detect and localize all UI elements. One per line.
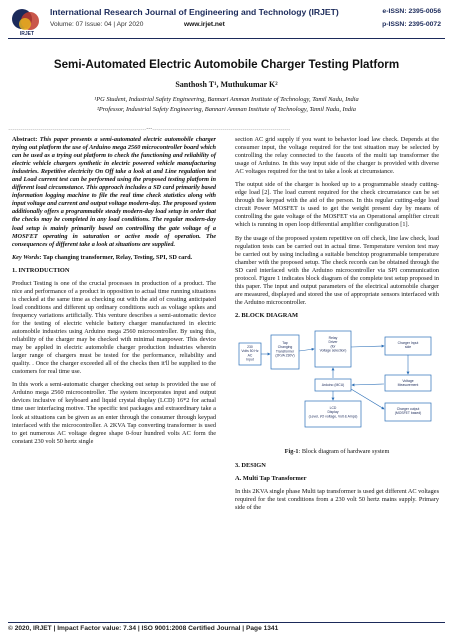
relay-label: Relay Driver (for Voltage selection) xyxy=(319,335,347,353)
keywords-text: : Tap changing transformer, Relay, Testing, SPI, SD card. xyxy=(39,253,193,261)
design-heading: 3. DESIGN xyxy=(235,462,266,470)
ac-input-label: 230 Volts 50 Hz AC Input xyxy=(241,344,259,362)
charger-output-label: Charger output (MOSFET based) xyxy=(394,406,422,416)
block-diagram-figure xyxy=(235,327,439,435)
figure-caption-text: : Block diagram of hardware system xyxy=(298,448,390,456)
introduction-paragraph-2: In this work a semi-automatic charger checking out setup is provided the use of Arduino mega 2560 microcontroller. The system incorporates input and output devices inclusive of keyboard and liquid crystal display (LCD) 16*2 for actual time user interfacing motive. The specific test packages and extraordinary take a look at situations can be given as an enter through the consumer through keypad interfaced with the microcontroller. A 2KVA Tap converting transformer is used to get numerous AC voltage degree shape 0-four hundred volts AC form the constant 230 volt 50 hertz single xyxy=(12,381,216,445)
transformer-label: Tap Changing Transformer (2KVA 230V) xyxy=(275,340,295,358)
abstract xyxy=(12,136,216,249)
volume-issue: Volume: 07 Issue: 04 | Apr 2020 xyxy=(50,21,144,28)
paper-authors: Santhosh T¹, Muthukumar K² xyxy=(175,80,278,89)
figure-caption-label: Fig-1 xyxy=(284,448,299,456)
design-paragraph-1: In this 2KVA single phase Multi tap transformer is used get different AC voltages required for the test conditions from a 230 volt 50 hertz mains supply. Primary side of the xyxy=(235,488,439,512)
affiliation-1: ¹PG Student, Industrial Safety Engineering, Bannari Amman Institute of Technology, Tamil Nadu, India xyxy=(94,96,359,103)
body-paragraph-3: By the usage of the proposed system repetitive on off check, line law check, load regulation tests can be carried out in actual time. Temperature version test may be carried out by using including a suitable benchtop programmable temperature chamber with the proposed setup. The check records can be obtained through the SD card interfaced with the Arduino microcontroller via SPI communication protocol. Figure 1 indicates block diagram of the complete test setup proposed in this paper. The input and output parameters of the electrical automobile charger are measured, displayed and stored the use of appropriate sensors interfaced with the Arduino microcontroller. xyxy=(235,234,439,306)
affiliation-2: ²Professor, Industrial Safety Engineering, Bannari Amman Institute of Technology, Tamil Nadu, India xyxy=(96,106,357,113)
keywords-label: Key Words xyxy=(12,253,40,261)
body-paragraph-2: The output side of the charger is hooked up to a programmable steady cutting-edge load [2]. The load current required for the check circumstance can be set through the keypad with the aid of the person. In this regular cutting-edge load circuit Power MOSFET is used to get the weight present day by means of controlling the gate voltage of the MOSFET via an Operational amplifier circuit which is running in open loop differential amplifier configuration [1]. xyxy=(235,181,439,229)
voltage-measure-label: Voltage Measurement xyxy=(397,378,419,388)
journal-header xyxy=(0,0,453,40)
figure-caption xyxy=(235,448,439,456)
introduction-paragraph-1: Product Testing is one of the crucial processes in production of a product. The nice and performance of a product in opposition to actual time running situations is checked at the same time as checking out with the aid of creating anticipated load conditions and different up ordinary conditions such as voltage spikes and frequency variations artificially. This venture describes a semi-automatic device for the testing of electric vehicle battery charger manufactured in electric automobile industries using Arduino mega 2560 microcontroller. By using this, reliability of the charger may be checked with minimal manpower. This device may be applied in electric automobile charger production industries wherein larger range of chargers must be tested for the performance, reliability and quality. . Once the charger exceeded all of the checks then it'll be supplied to the customers for real time use. xyxy=(12,279,216,376)
keywords xyxy=(12,254,216,262)
e-issn: e-ISSN: 2395-0056 xyxy=(382,8,441,15)
design-subheading: A. Multi Tap Transformer xyxy=(235,475,307,483)
irjet-logo xyxy=(10,6,44,36)
body-paragraph-1: section AC grid supply if you want to behavior load law check. Depends at the consumer input, the voltage required for the test situation may be selected by controlling the relay connected to the faucets of the multi tap transformer the usage of Arduino. In this way input side of the charger is provided with diverse AC voltages required for the test to take a look at circumstance. xyxy=(235,136,439,176)
left-column xyxy=(12,136,216,451)
introduction-heading: 1. INTRODUCTION xyxy=(12,266,70,274)
paper-title: Semi-Automated Electric Automobile Charger Testing Platform xyxy=(53,58,400,71)
arduino-label: Arduino (MCU) xyxy=(321,382,345,387)
lcd-label: LCD Display (Level, I/O voltage, Volt & Amps) xyxy=(308,405,358,419)
p-issn: p-ISSN: 2395-0072 xyxy=(382,21,441,28)
journal-name: International Research Journal of Engineering and Technology (IRJET) xyxy=(50,7,339,17)
abstract-label: Abstract: xyxy=(12,136,38,143)
logo-text: IRJET xyxy=(19,31,35,36)
section-separator: ---------------------------------------------------------------------***--------------------------------------------------------------------- xyxy=(8,128,291,132)
journal-website[interactable]: www.irjet.net xyxy=(184,21,225,28)
block-diagram-heading: 2. BLOCK DIAGRAM xyxy=(235,311,299,319)
right-column xyxy=(235,136,439,517)
abstract-text: This paper presents a semi-automated electric automobile charger trying out platform the use of Arduino mega 2560 microcontroller board which can be used as a trying out platform to check the functioning and reliability of electric vehicle chargers synthetic in electric powered vehicle manufacturing industries. Repetitive electricity On Off take a look at and Line regulation test and Load current test can be performed using the proposed testing platform in different load circumstance. This approach includes a SD card primarily based information logging machine to file the real time check statistics along with input voltage and current and output voltage modern-day. The proposed system additionally offers a programmable steady modern-day load setup in order that the checks may be completed in any load conditions. The regular modern-day load setup is mainly primarily based on controlling the gate voltage of a MOSFET operating in saturation or active mode of operation. The consequences of different take a look at situations are supplied. xyxy=(12,136,216,248)
header-divider xyxy=(8,38,445,39)
footer-divider xyxy=(8,622,445,623)
page-footer: © 2020, IRJET | Impact Factor value: 7.34 | ISO 9001:2008 Certified Journal | Page 1341 xyxy=(8,625,279,632)
charger-input-label: Charger Input side xyxy=(397,340,419,350)
